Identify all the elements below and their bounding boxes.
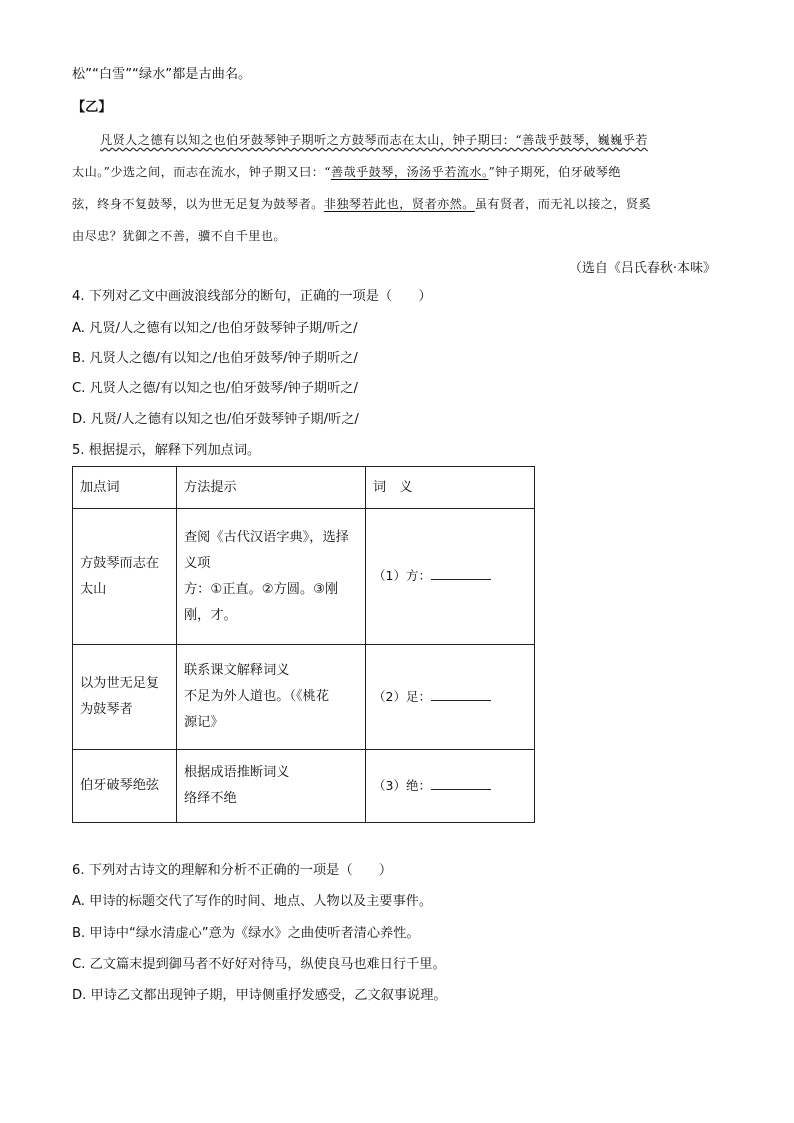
passage-source: （选自《吕氏春秋·本味》 xyxy=(568,261,716,276)
section-yi-label: 【乙】 xyxy=(72,100,112,115)
passage-text: 弦，终身不复鼓琴，以为世无足复为鼓琴者。 xyxy=(72,197,324,211)
answer-cell: （3）绝： xyxy=(366,750,535,823)
q6-option-c: C. 乙文篇末提到御马者不好好对待马，纵使良马也难日行千里。 xyxy=(72,957,446,972)
intro-line: 松”“白雪”“绿水”都是古曲名。 xyxy=(72,67,252,82)
passage-line-4: 由尽忠？犹御之不善，骥不自千里也。 xyxy=(72,229,286,243)
q6-option-b: B. 甲诗中“绿水清虚心”意为《绿水》之曲使听者清心养性。 xyxy=(72,926,420,941)
q6-option-a: A. 甲诗的标题交代了写作的时间、地点、人物以及主要事件。 xyxy=(72,894,433,909)
header-cell: 加点词 xyxy=(73,467,177,509)
table-header-row xyxy=(73,467,535,509)
answer-cell: （2）足： xyxy=(366,645,535,750)
header-cell: 方法提示 xyxy=(177,467,366,509)
hint-cell: 根据成语推断词义 络绎不绝 xyxy=(177,750,366,823)
hint-cell: 查阅《古代汉语字典》，选择 义项 方：①正直。②方圆。③刚 刚，才。 xyxy=(177,509,366,645)
passage-text: 虽有贤者，而无礼以接之，贤奚 xyxy=(474,197,652,211)
passage-underlined-quote: 善哉乎鼓琴，汤汤乎若流水。 xyxy=(330,165,489,179)
q5-table xyxy=(72,466,535,823)
q5-stem: 5. 根据提示，解释下列加点词。 xyxy=(72,443,261,458)
table-row xyxy=(73,645,535,750)
passage-line-3 xyxy=(72,195,651,213)
answer-blank[interactable] xyxy=(431,776,491,790)
answer-cell: （1）方： xyxy=(366,509,535,645)
word-cell: 方鼓琴而志在 太山 xyxy=(73,509,177,645)
table-row xyxy=(73,750,535,823)
word-cell: 以为世无足复 为鼓琴者 xyxy=(73,645,177,750)
q6-stem: 6. 下列对古诗文的理解和分析不正确的一项是（ ） xyxy=(72,863,393,878)
q4-option-a: A. 凡贤/人之德有以知之/也伯牙鼓琴钟子期/听之/ xyxy=(72,321,358,336)
q4-option-d: D. 凡贤/人之德有以知之也/伯牙鼓琴钟子期/听之/ xyxy=(72,412,359,427)
passage-line-1 xyxy=(100,131,648,149)
passage-text: 太山。”少选之间，而志在流水，钟子期又曰：“ xyxy=(72,165,331,179)
hint-cell: 联系课文解释词义 不足为外人道也。（《桃花 源记》 xyxy=(177,645,366,750)
passage-text: ”钟子期死，伯牙破琴绝 xyxy=(488,165,621,179)
answer-blank[interactable] xyxy=(431,687,491,701)
table-row xyxy=(73,509,535,645)
header-cell: 词 义 xyxy=(366,467,535,509)
passage-wavy-segment: 凡贤人之德有以知之也伯牙鼓琴钟子期听之方鼓琴而志在太山，钟子期曰：“善哉乎鼓琴，巍巍乎若 xyxy=(100,133,648,147)
q6-option-d: D. 甲诗乙文都出现钟子期，甲诗侧重抒发感受，乙文叙事说理。 xyxy=(72,988,447,1003)
passage-underlined-sentence: 非独琴若此也，贤者亦然。 xyxy=(323,197,475,211)
q4-option-c: C. 凡贤人之德/有以知之也/伯牙鼓琴/钟子期听之/ xyxy=(72,381,358,396)
passage-line-2 xyxy=(72,163,621,181)
q4-option-b: B. 凡贤人之德/有以知之/也伯牙鼓琴/钟子期听之/ xyxy=(72,351,358,366)
word-cell: 伯牙破琴绝弦 xyxy=(73,750,177,823)
answer-blank[interactable] xyxy=(431,566,491,580)
q4-stem: 4. 下列对乙文中画波浪线部分的断句，正确的一项是（ ） xyxy=(72,289,432,304)
